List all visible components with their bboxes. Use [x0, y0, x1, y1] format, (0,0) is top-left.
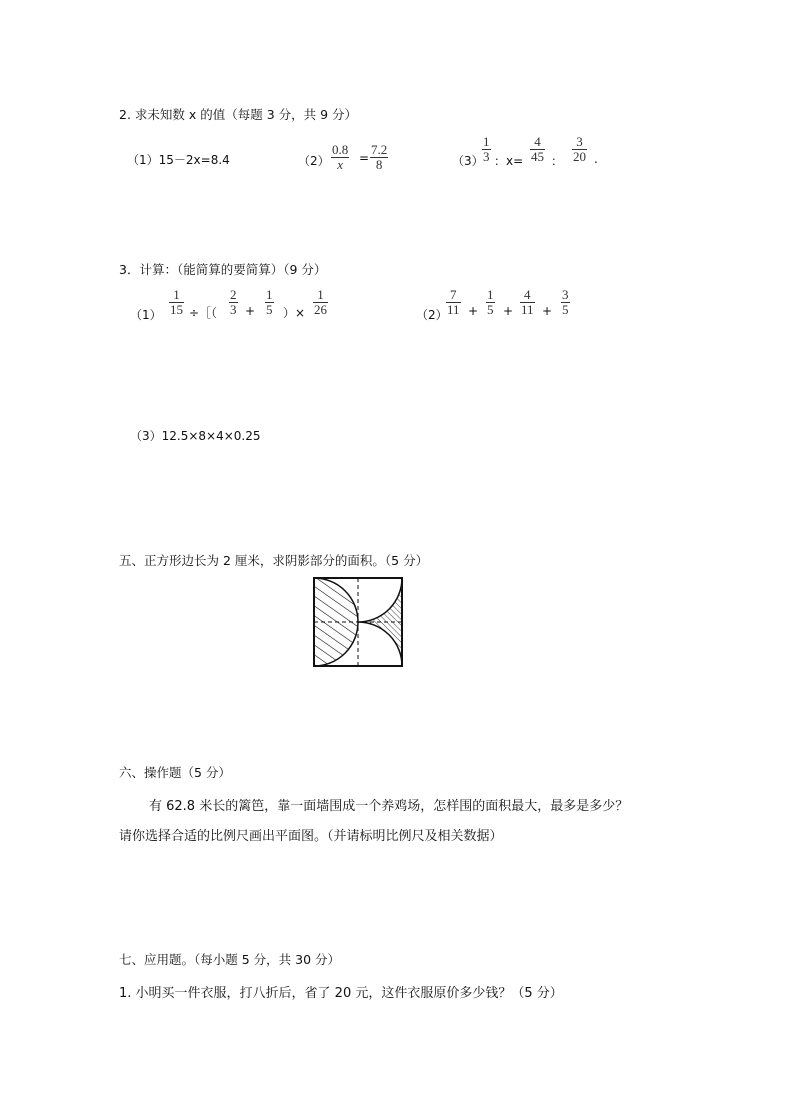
- q2-part2-fraction-2: [370, 143, 388, 172]
- fraction-denominator: x: [331, 157, 349, 172]
- q3-part2-label: （2）: [416, 308, 448, 322]
- q2-part3-colon-x: ：x=: [494, 154, 524, 168]
- q2-part3-fraction-2: [530, 135, 545, 164]
- q2-part3-fraction-3: [572, 135, 587, 164]
- fraction-numerator: 1: [266, 287, 273, 302]
- fraction-numerator: 7.2: [371, 142, 388, 157]
- fraction-denominator: 3: [483, 149, 490, 164]
- fraction-denominator: 11: [521, 302, 534, 317]
- q7-item-1: 1. 小明买一件衣服，打八折后，省了 20 元，这件衣服原价多少钱？（5 分）: [119, 986, 563, 1001]
- q2-title: 2. 求未知数 x 的值（每题 3 分，共 9 分）: [119, 107, 358, 122]
- fraction-denominator: 3: [230, 302, 237, 317]
- fraction-numerator: 2: [230, 287, 237, 302]
- fraction-denominator: 5: [487, 302, 494, 317]
- q3-part2-fraction-3: [520, 288, 535, 317]
- fraction-denominator: 26: [314, 302, 327, 317]
- q3-part1-plus: +: [245, 304, 256, 318]
- fraction-numerator: 3: [562, 287, 569, 302]
- q3-part2-fraction-1: [446, 288, 461, 317]
- q2-part2-equals: =: [359, 151, 370, 165]
- q3-part2-fraction-2: [486, 288, 495, 317]
- fraction-numerator: 0.8: [332, 142, 349, 157]
- q2-part1: （1）15－2x=8.4: [127, 153, 230, 167]
- q3-title: 3．计算：（能简算的要简算）（9 分）: [119, 262, 327, 277]
- q7-title: 七、应用题。（每小题 5 分，共 30 分）: [119, 952, 341, 967]
- q3-part1-fraction-2: [229, 288, 238, 317]
- q3-part3: （3）12.5×8×4×0.25: [130, 429, 261, 443]
- q3-part2-plus-3: +: [542, 304, 553, 318]
- q2-part2-label: （2）: [298, 154, 330, 168]
- q6-title: 六、操作题（5 分）: [119, 765, 231, 780]
- q3-part2-plus-2: +: [503, 304, 514, 318]
- fraction-numerator: 1: [173, 287, 180, 302]
- q2-part3-period: .: [594, 152, 598, 166]
- q3-part2-fraction-4: [561, 288, 570, 317]
- fraction-numerator: 7: [450, 287, 457, 302]
- fraction-numerator: 4: [524, 287, 531, 302]
- q3-part1-label: （1）: [130, 308, 162, 322]
- q5-title: 五、正方形边长为 2 厘米，求阴影部分的面积。（5 分）: [119, 553, 429, 568]
- fraction-denominator: 8: [370, 157, 388, 172]
- q2-part3-colon: ：: [551, 154, 564, 168]
- q3-part1-fraction-4: [313, 288, 328, 317]
- fraction-denominator: 5: [562, 302, 569, 317]
- q2-part3-fraction-1: [482, 135, 491, 164]
- fraction-numerator: 1: [487, 287, 494, 302]
- q2-part2-fraction-1: [331, 143, 349, 172]
- fraction-denominator: 15: [170, 302, 183, 317]
- q3-part2-plus-1: +: [468, 304, 479, 318]
- q6-line-2: 请你选择合适的比例尺画出平面图。（并请标明比例尺及相关数据）: [119, 829, 503, 844]
- fraction-numerator: 4: [534, 134, 541, 149]
- fraction-denominator: 20: [573, 149, 586, 164]
- fraction-denominator: 45: [531, 149, 544, 164]
- fraction-denominator: 11: [447, 302, 460, 317]
- fraction-denominator: 5: [266, 302, 273, 317]
- q6-line-1: 有 62.8 米长的篱笆，靠一面墙围成一个养鸡场，怎样围的面积最大，最多是多少？: [149, 799, 629, 814]
- q2-part3-label: （3）: [452, 154, 484, 168]
- q3-part1-divide-bracket: ÷［（: [189, 306, 218, 320]
- q3-part1-fraction-3: [265, 288, 274, 317]
- fraction-numerator: 1: [317, 287, 324, 302]
- fraction-numerator: 1: [483, 134, 490, 149]
- q3-part1-close-times: ）×: [283, 306, 306, 320]
- fraction-numerator: 3: [576, 134, 583, 149]
- shaded-square-figure: [310, 574, 408, 670]
- q3-part1-fraction-1: [169, 288, 184, 317]
